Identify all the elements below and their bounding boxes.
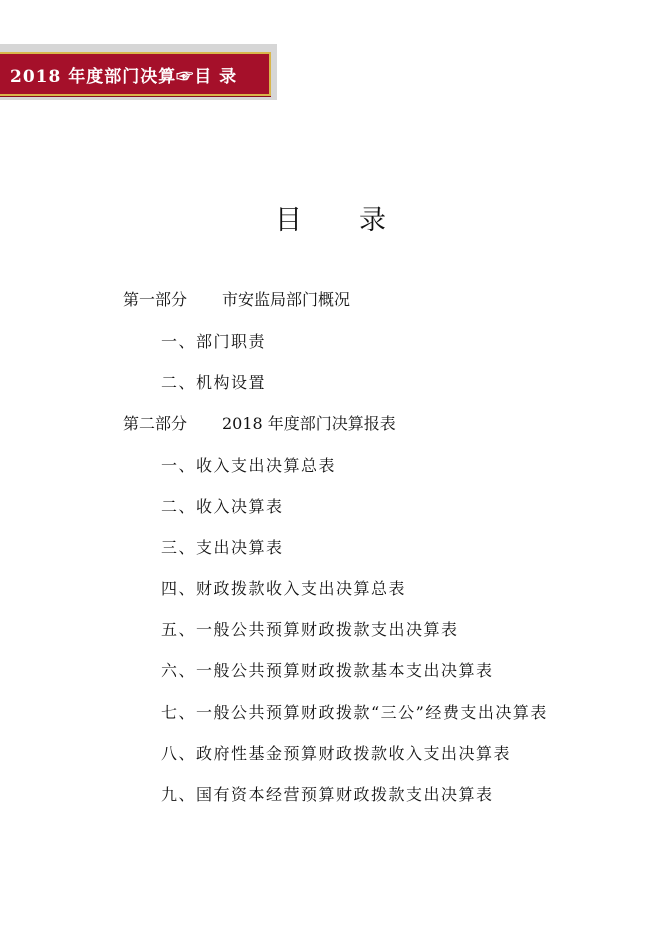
toc-item[interactable]: 九、国有资本经营预算财政拨款支出决算表 [161,785,494,804]
banner-title: 2018 年度部门决算☞目 录 [10,66,238,87]
toc-heading-right: 录 [359,205,387,236]
toc-part-2-label: 第二部分 [123,414,188,433]
toc-part-1-label: 第一部分 [123,290,188,309]
toc-item[interactable]: 五、一般公共预算财政拨款支出决算表 [161,620,459,639]
toc-item[interactable]: 六、一般公共预算财政拨款基本支出决算表 [161,661,494,680]
toc-part-1[interactable] [123,290,350,310]
toc-item[interactable]: 八、政府性基金预算财政拨款收入支出决算表 [161,744,512,763]
toc-item[interactable]: 三、支出决算表 [161,538,284,557]
toc-part-2[interactable] [123,414,396,434]
toc-item[interactable]: 七、一般公共预算财政拨款“三公”经费支出决算表 [161,703,548,722]
toc-part-1-title: 市安监局部门概况 [222,290,351,309]
toc-item[interactable]: 一、部门职责 [161,332,267,351]
toc-part-2-title: 2018 年度部门决算报表 [222,414,396,433]
toc-item[interactable]: 一、收入支出决算总表 [161,456,337,475]
header-banner [0,52,271,96]
toc-item[interactable]: 二、机构设置 [161,373,267,392]
toc-item[interactable]: 四、财政拨款收入支出决算总表 [161,579,407,598]
toc-heading [0,198,662,237]
toc-heading-left: 目 [275,205,303,236]
toc-item[interactable]: 二、收入决算表 [161,497,284,516]
